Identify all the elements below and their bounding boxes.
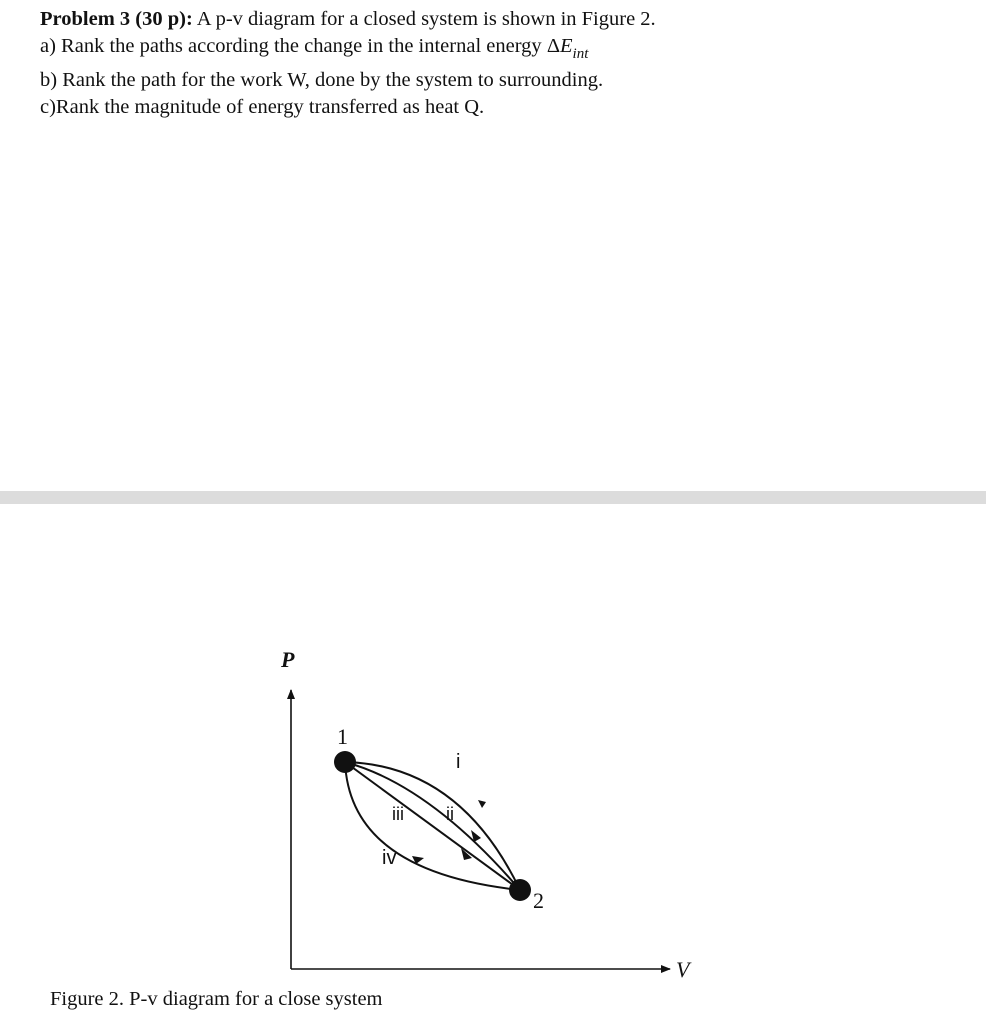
figure-caption: Figure 2. P-v diagram for a close system xyxy=(50,988,383,1010)
state-2-label: 2 xyxy=(533,888,544,913)
path-i-arrow xyxy=(478,800,486,808)
state-1-marker xyxy=(334,751,356,773)
part-c: c)Rank the magnitude of energy transferred as heat Q. xyxy=(40,95,485,118)
part-a-delta: Δ xyxy=(546,34,560,57)
path-ii-label: ii xyxy=(446,804,454,824)
part-a-text: a) Rank the paths according the change in the internal energy xyxy=(40,34,547,57)
part-b: b) Rank the path for the work W, done by the system to surrounding. xyxy=(40,69,604,91)
part-a-subscript: int xyxy=(572,45,589,62)
part-a-symbol: E xyxy=(560,34,573,57)
problem-intro: A p-v diagram for a closed system is shown in Figure 2. xyxy=(192,8,656,30)
path-iv-label: iv xyxy=(382,847,397,869)
path-i-label: i xyxy=(456,751,461,773)
v-axis-label: V xyxy=(676,957,690,982)
p-axis-label: P xyxy=(281,647,295,672)
state-2-marker xyxy=(509,879,531,901)
path-iii-label: iii xyxy=(392,804,404,824)
state-1-label: 1 xyxy=(337,724,348,749)
problem-heading: Problem 3 (30 p): xyxy=(40,8,193,30)
